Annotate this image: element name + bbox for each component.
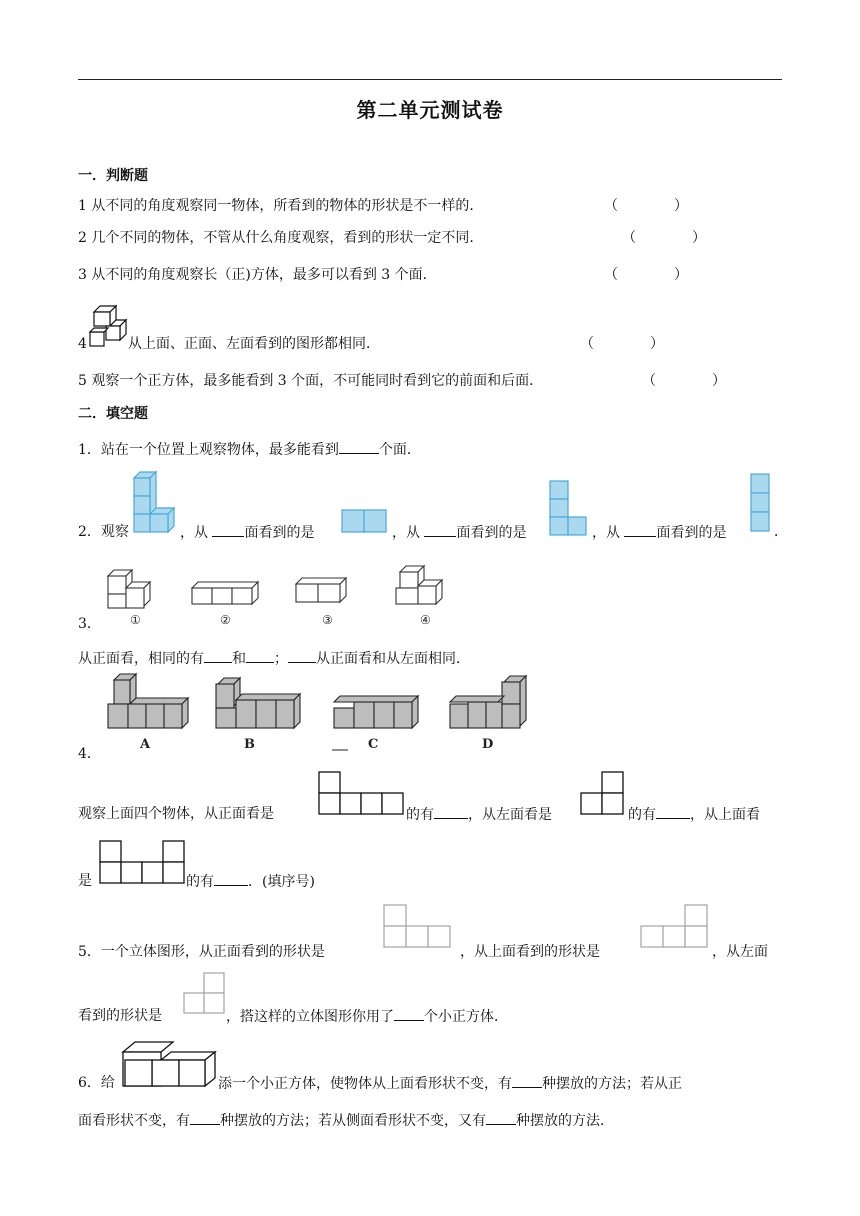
q2-seen-1: 面看到的是 [244, 525, 315, 541]
q4-blank-3[interactable] [214, 871, 248, 886]
q5-unit-text: 个小正方体． [424, 1009, 508, 1025]
q4-has-2: 的有 [628, 807, 656, 823]
q6-front-text-2: 面看形状不变，有 [78, 1113, 190, 1129]
q2-blank-1[interactable] [212, 522, 244, 537]
judgement-item-2: 2 几个不同的物体，不管从什么角度观察，看到的形状一定不同． [78, 230, 484, 246]
q5-text-3: ，从左面 [712, 944, 768, 960]
q2-blank-2[interactable] [424, 522, 456, 537]
q5-text-2: ，从上面看到的形状是 [460, 944, 600, 960]
q2-view-two-squares [341, 509, 387, 533]
q3-number: 3． [78, 616, 101, 632]
q6-side-text: 种摆放的方法；若从侧面看形状不变，又有 [220, 1113, 486, 1129]
q2-from-3: ，从 [592, 525, 620, 541]
page-title: 第二单元测试卷 [356, 98, 504, 122]
q2-blank-3[interactable] [624, 522, 656, 537]
judgement-item-5: 5 观察一个正方体，最多能看到 3 个面，不可能同时看到它的前面和后面． [78, 373, 544, 389]
q6-text-2 [218, 1073, 682, 1094]
q4-top-view-text: ，从上面看 [690, 807, 760, 823]
q4-text-5 [186, 871, 315, 892]
q6-blank-1[interactable] [512, 1073, 542, 1088]
q4-fig-label-d: D [482, 737, 494, 752]
q4-front-view-shape [318, 771, 404, 817]
cube-stack-figure [86, 304, 128, 350]
q3-part-2: 和 [232, 651, 246, 667]
q3-fig-label-3: ③ [322, 613, 333, 627]
q4-fig-label-a: A [140, 737, 151, 752]
q2-view-column [750, 473, 772, 535]
q3-part-3: ； [274, 651, 288, 667]
q3-fig-label-1: ① [130, 613, 141, 627]
answer-paren-5[interactable]: （ ） [642, 373, 726, 389]
q4-text-2 [406, 804, 552, 825]
q2-period: ． [774, 524, 788, 540]
q5-used-text: ，搭这样的立体图形你用了 [226, 1009, 394, 1025]
q1-text-after: 个面． [378, 442, 421, 458]
q2-seen-2: 面看到的是 [456, 525, 527, 541]
answer-paren-2[interactable]: （ ） [622, 230, 706, 246]
q5-blank[interactable] [394, 1006, 424, 1021]
q2-text-4 [592, 522, 726, 543]
q4-has-1: 的有 [406, 807, 434, 823]
q4-has-3: 的有 [186, 874, 214, 890]
q2-blue-l-shape-3d [132, 472, 178, 534]
q1-blank[interactable] [339, 439, 379, 454]
q5-text-4: 看到的形状是 [78, 1008, 162, 1024]
q4-figures [100, 674, 560, 754]
q6-front-text: 种摆放的方法；若从正 [542, 1076, 682, 1092]
q6-top-text: 添一个小正方体，使物体从上面看形状不变，有 [218, 1076, 512, 1092]
q4-number: 4． [78, 746, 101, 762]
q4-blank-1[interactable] [434, 804, 468, 819]
q5-text-5 [226, 1006, 508, 1027]
section-heading-judgement: 一．判断题 [78, 168, 148, 184]
judgement-item-1: 1 从不同的角度观察同一物体，所看到的物体的形状是不一样的． [78, 198, 484, 214]
answer-paren-3[interactable]: （ ） [604, 267, 688, 283]
q3-fig-label-2: ② [220, 613, 231, 627]
q2-seen-3: 面看到的是 [656, 525, 727, 541]
q4-blank-2[interactable] [656, 804, 690, 819]
q2-view-l-shape [549, 480, 589, 536]
q5-text-1: 5．一个立体图形，从正面看到的形状是 [78, 944, 325, 960]
judgement-item-4-number: 4 [78, 336, 87, 352]
q2-from-1: ，从 [180, 525, 208, 541]
q2-from-2: ，从 [392, 525, 420, 541]
q2-label: 2．观察 [78, 524, 129, 540]
q4-left-view-shape [580, 771, 626, 817]
q6-blank-3[interactable] [486, 1110, 516, 1125]
q5-top-view-shape [636, 904, 712, 950]
q3-figures [100, 566, 450, 626]
answer-paren-1[interactable]: （ ） [604, 198, 688, 214]
judgement-item-3: 3 从不同的角度观察长（正)方体，最多可以看到 3 个面． [78, 267, 437, 283]
q4-text-4: 是 [78, 873, 92, 889]
section-heading-fill: 二．填空题 [78, 406, 148, 422]
q4-text-1: 观察上面四个物体，从正面看是 [78, 806, 274, 822]
q6-end-text: 种摆放的方法． [516, 1113, 614, 1129]
q5-left-view-shape [182, 972, 230, 1018]
q3-text [78, 648, 470, 669]
q4-left-view-text: ，从左面看是 [468, 807, 552, 823]
q3-blank-2[interactable] [246, 648, 274, 663]
answer-paren-4[interactable]: （ ） [580, 336, 664, 352]
q4-text-3 [628, 804, 760, 825]
q3-part-1: 从正面看，相同的有 [78, 651, 204, 667]
q6-text-3 [78, 1110, 614, 1131]
q6-text-1: 6．给 [78, 1075, 115, 1091]
q4-fig-label-c: C [368, 737, 379, 752]
q5-front-view-shape [383, 904, 459, 950]
q4-fill-hint: ．(填序号) [248, 874, 315, 890]
q1-text-before: 1．站在一个位置上观察物体，最多能看到 [78, 442, 339, 458]
q6-cube-shape [122, 1040, 216, 1088]
q2-text-2 [180, 522, 314, 543]
q4-fig-label-b: B [244, 737, 255, 752]
fill-q1 [78, 439, 421, 460]
q6-blank-2[interactable] [190, 1110, 220, 1125]
q2-text-3 [392, 522, 526, 543]
q4-top-view-shape [99, 840, 185, 886]
q3-part-4: 从正面看和从左面相同． [316, 651, 470, 667]
q3-blank-3[interactable] [288, 648, 316, 663]
header-rule [78, 79, 782, 80]
q3-fig-label-4: ④ [420, 613, 431, 627]
q3-blank-1[interactable] [204, 648, 232, 663]
judgement-item-4: 从上面、正面、左面看到的图形都相同． [128, 336, 380, 352]
